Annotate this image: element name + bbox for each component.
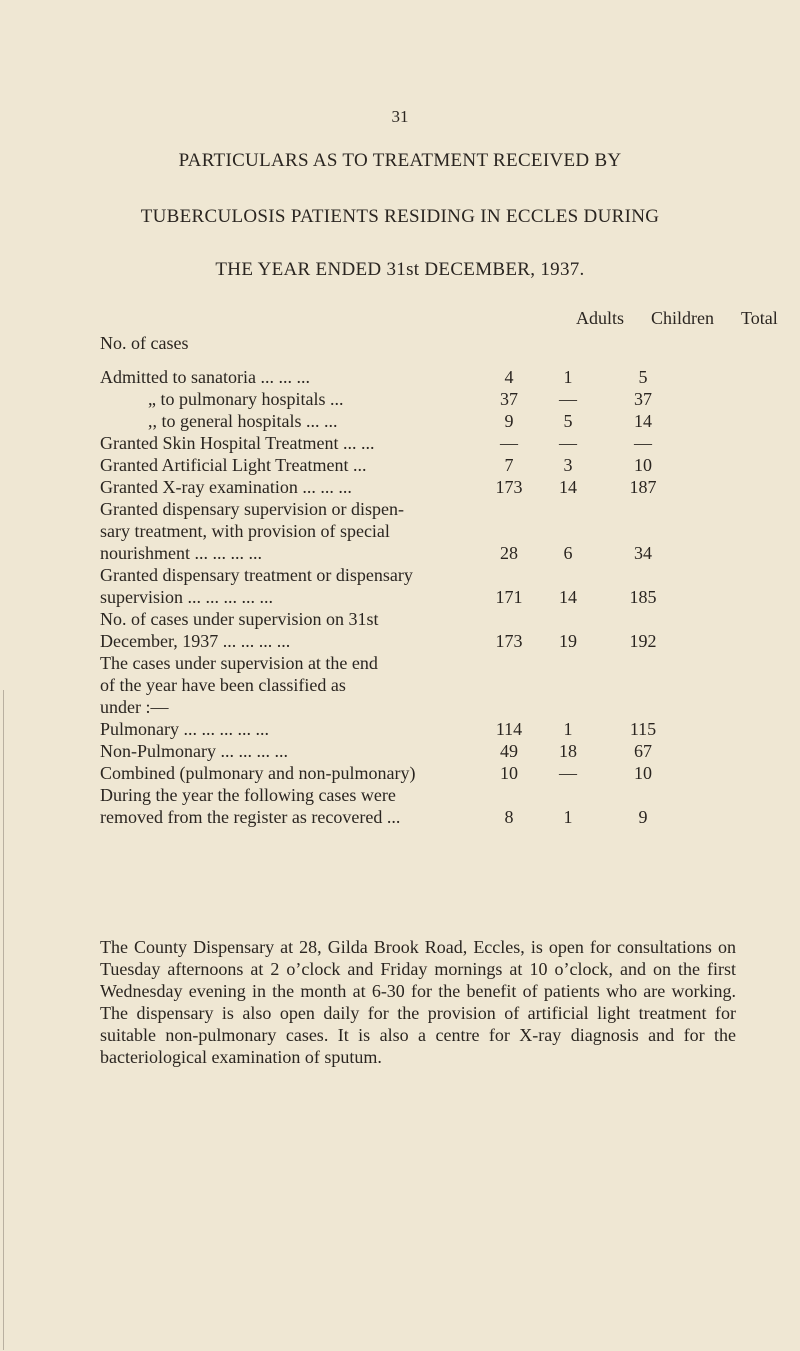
row-label-line: Granted dispensary supervision or dispen- bbox=[100, 499, 404, 519]
cell-children: — bbox=[559, 763, 577, 783]
row-label bbox=[100, 762, 488, 784]
row-label bbox=[100, 432, 488, 454]
table-row bbox=[100, 410, 740, 432]
cell-children: 1 bbox=[563, 807, 573, 827]
heading-line-2: TUBERCULOSIS PATIENTS RESIDING IN ECCLES DURING bbox=[140, 206, 660, 227]
row-label-line: During the year the following cases were bbox=[100, 785, 396, 805]
cell-total: 187 bbox=[629, 477, 657, 497]
cell-children: 1 bbox=[563, 367, 573, 387]
cell-adults: 173 bbox=[495, 631, 523, 651]
row-label bbox=[100, 564, 488, 608]
row-label-line: Granted dispensary treatment or dispensary bbox=[100, 565, 413, 585]
row-label-line: The cases under supervision at the end bbox=[100, 653, 378, 673]
cell-total: 5 bbox=[638, 367, 648, 387]
table-row bbox=[100, 432, 740, 454]
table-row bbox=[100, 740, 740, 762]
row-label-line: Admitted to sanatoria ... ... ... bbox=[100, 367, 310, 387]
row-label-line: supervision ... ... ... ... ... bbox=[100, 587, 273, 607]
row-label-line: Granted Artificial Light Treatment ... bbox=[100, 455, 367, 475]
table-row bbox=[100, 498, 740, 564]
table-row bbox=[100, 564, 740, 608]
row-label-line: No. of cases under supervision on 31st bbox=[100, 609, 379, 629]
cell-children: 14 bbox=[559, 477, 577, 497]
column-header-children: Children bbox=[651, 308, 714, 328]
cell-children: 19 bbox=[559, 631, 577, 651]
row-label bbox=[100, 718, 488, 740]
row-label-line: sary treatment, with provision of special bbox=[100, 521, 390, 541]
heading-line-1: PARTICULARS AS TO TREATMENT RECEIVED BY bbox=[178, 150, 622, 171]
cell-adults: 7 bbox=[504, 455, 514, 475]
cell-adults: 171 bbox=[495, 587, 523, 607]
cell-adults: — bbox=[500, 433, 518, 453]
cell-total: 10 bbox=[634, 455, 652, 475]
column-header-total: Total bbox=[741, 308, 778, 328]
cell-total: 34 bbox=[634, 543, 652, 563]
cell-adults: 28 bbox=[500, 543, 518, 563]
row-label-line: of the year have been classified as bbox=[100, 675, 346, 695]
cell-total: 192 bbox=[629, 631, 657, 651]
row-label-line: Granted Skin Hospital Treatment ... ... bbox=[100, 433, 375, 453]
cell-adults: 9 bbox=[504, 411, 514, 431]
row-label bbox=[100, 476, 488, 498]
cell-total: 67 bbox=[634, 741, 652, 761]
heading-line-3: THE YEAR ENDED 31st DECEMBER, 1937. bbox=[215, 259, 585, 280]
row-label-line: under :— bbox=[100, 697, 169, 717]
cell-total: — bbox=[634, 433, 652, 453]
cell-children: 1 bbox=[563, 719, 573, 739]
cell-adults: 49 bbox=[500, 741, 518, 761]
row-label bbox=[100, 410, 488, 432]
row-label bbox=[100, 498, 488, 564]
table-row bbox=[100, 476, 740, 498]
table-row bbox=[100, 762, 740, 784]
page-edge-line bbox=[3, 690, 4, 1350]
row-header-label: No. of cases bbox=[100, 333, 189, 353]
table-row bbox=[100, 454, 740, 476]
cell-total: 185 bbox=[629, 587, 657, 607]
cell-total: 10 bbox=[634, 763, 652, 783]
table-row bbox=[100, 388, 740, 410]
cell-children: 5 bbox=[563, 411, 573, 431]
row-label-line: Granted X-ray examination ... ... ... bbox=[100, 477, 352, 497]
dispensary-paragraph: The County Dispensary at 28, Gilda Brook Road, Eccles, is open for consultations on Tuesday afternoons at 2 o’clock and Friday mornings at 10 o’clock, and on the first Wednesday evening in the month at 6-30 for the benefit of patients who are working. The dispensary is also open daily for the provision of artificial light treatment for suitable non-pulmonary cases. It is also a centre for X-ray diagnosis and for the bacteriological examination of sputum. bbox=[100, 937, 736, 1067]
row-label-line: removed from the register as recovered ... bbox=[100, 807, 401, 827]
table-row bbox=[100, 784, 740, 828]
table-row bbox=[100, 608, 740, 652]
cell-children: — bbox=[559, 433, 577, 453]
row-label bbox=[100, 740, 488, 762]
cell-adults: 114 bbox=[495, 719, 523, 739]
row-label bbox=[100, 784, 488, 828]
cell-children: 18 bbox=[559, 741, 577, 761]
row-label bbox=[100, 652, 488, 718]
row-label-line: Non-Pulmonary ... ... ... ... bbox=[100, 741, 288, 761]
row-label bbox=[100, 454, 488, 476]
row-label bbox=[100, 608, 488, 652]
row-label bbox=[100, 388, 488, 410]
row-label-line: nourishment ... ... ... ... bbox=[100, 543, 262, 563]
cell-total: 37 bbox=[634, 389, 652, 409]
cell-children: — bbox=[559, 389, 577, 409]
row-label-line: ,, to general hospitals ... ... bbox=[148, 411, 338, 431]
cases-table bbox=[100, 366, 740, 828]
cell-adults: 173 bbox=[495, 477, 523, 497]
cell-children: 3 bbox=[563, 455, 573, 475]
table-row bbox=[100, 652, 740, 718]
cell-adults: 8 bbox=[504, 807, 514, 827]
page-number: 31 bbox=[391, 107, 409, 126]
table-row bbox=[100, 718, 740, 740]
table-row bbox=[100, 366, 740, 388]
cell-adults: 10 bbox=[500, 763, 518, 783]
cell-total: 14 bbox=[634, 411, 652, 431]
row-label-line: December, 1937 ... ... ... ... bbox=[100, 631, 291, 651]
cell-children: 14 bbox=[559, 587, 577, 607]
cell-total: 115 bbox=[629, 719, 657, 739]
row-label-line: „ to pulmonary hospitals ... bbox=[148, 389, 344, 409]
column-header-adults: Adults bbox=[576, 308, 625, 328]
row-label bbox=[100, 366, 488, 388]
cell-children: 6 bbox=[563, 543, 573, 563]
cell-adults: 37 bbox=[500, 389, 518, 409]
row-label-line: Combined (pulmonary and non-pulmonary) bbox=[100, 763, 416, 783]
cell-adults: 4 bbox=[504, 367, 514, 387]
cell-total: 9 bbox=[638, 807, 648, 827]
row-label-line: Pulmonary ... ... ... ... ... bbox=[100, 719, 269, 739]
